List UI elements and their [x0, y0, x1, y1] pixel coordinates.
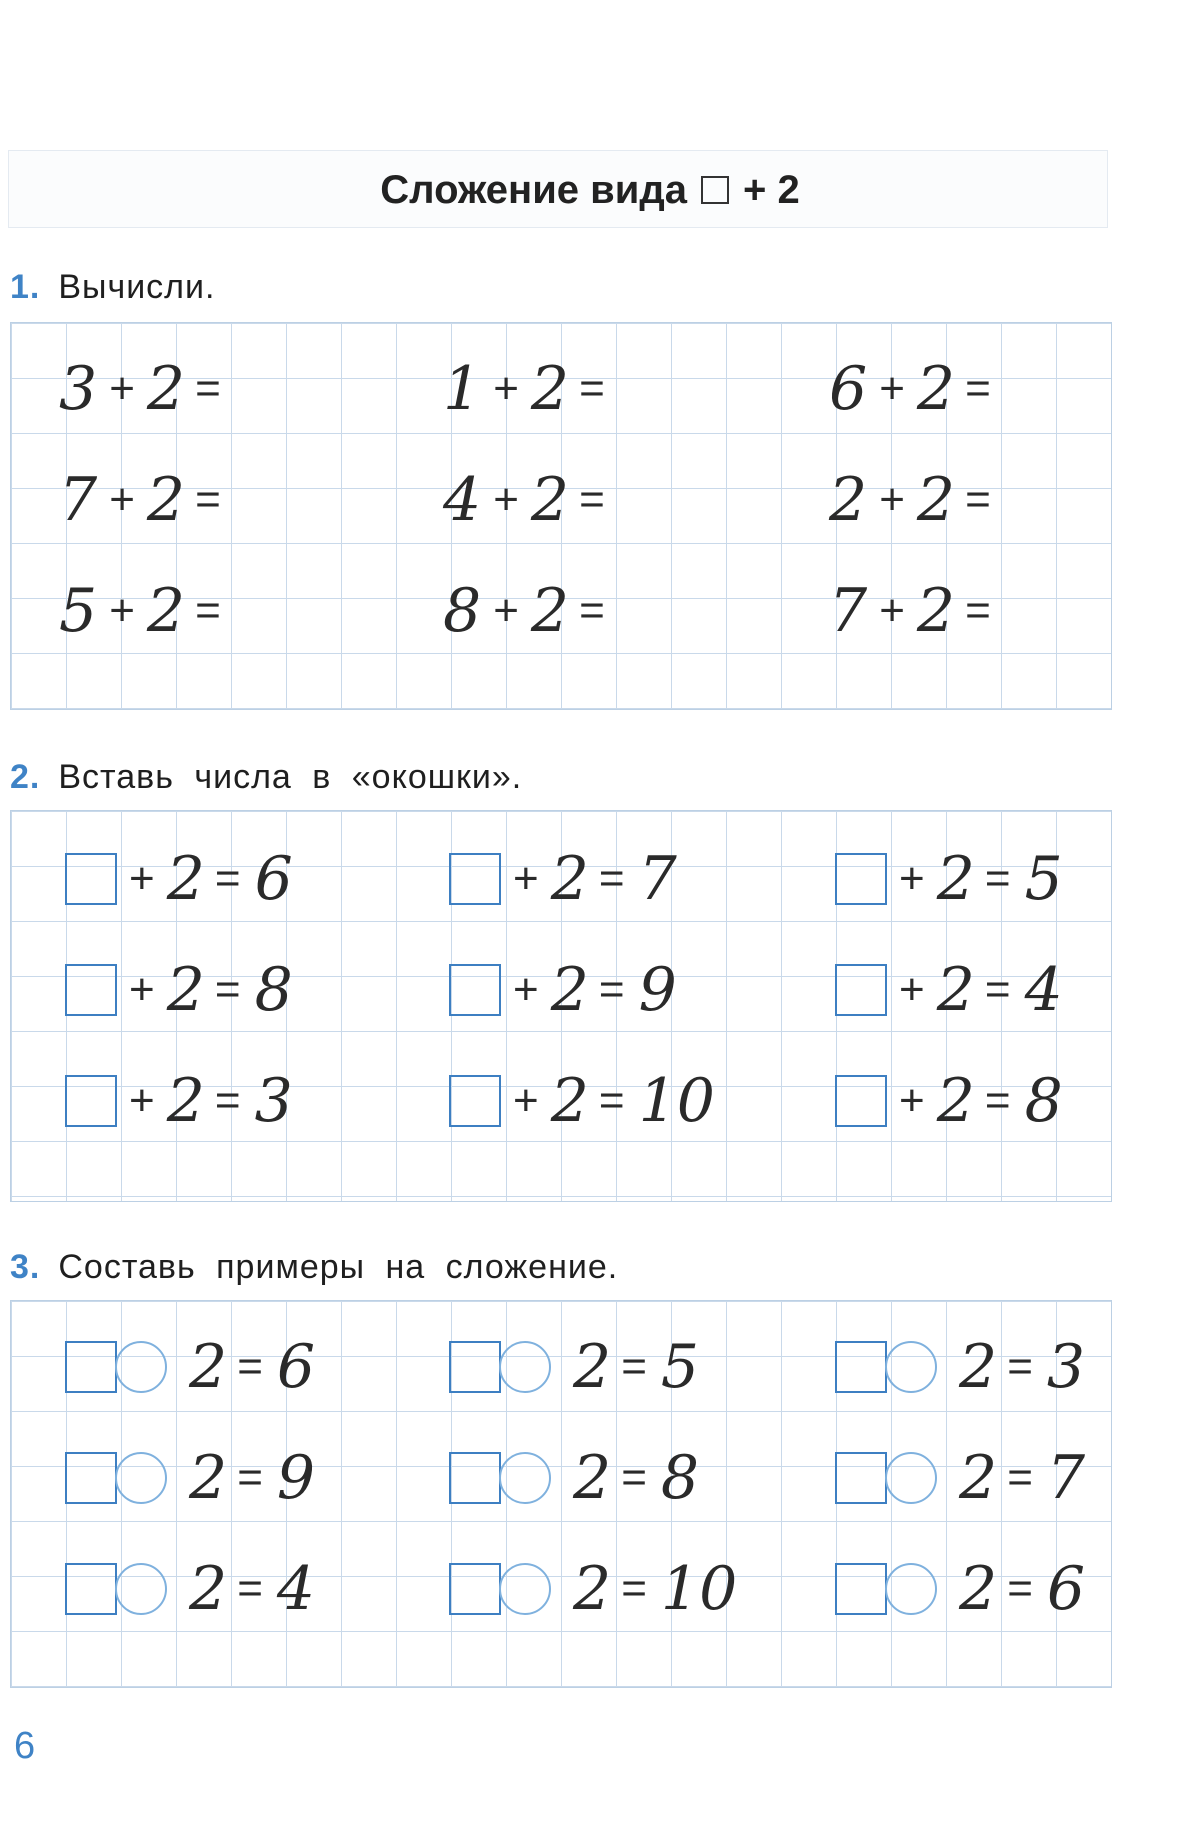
equals-sign: =	[598, 1076, 625, 1125]
task-instruction: Составь примеры на сложение.	[58, 1247, 619, 1286]
addend-b: 2	[573, 1443, 612, 1513]
addend-b: 2	[550, 1066, 589, 1136]
result: 8	[254, 955, 293, 1025]
equation	[65, 1327, 315, 1407]
equation	[449, 950, 677, 1030]
empty-box-symbol	[701, 176, 729, 204]
addend-b: 2	[189, 1443, 228, 1513]
equals-sign: =	[579, 475, 605, 524]
addend-b: 2	[530, 465, 570, 535]
answer-box[interactable]	[65, 853, 117, 905]
task-instruction: Вставь числа в «окошки».	[58, 757, 523, 796]
answer-box[interactable]	[449, 1075, 501, 1127]
sign-circle[interactable]	[885, 1341, 937, 1393]
plus-sign: +	[513, 1076, 539, 1125]
answer-blank[interactable]	[235, 470, 295, 530]
addend-b: 2	[959, 1554, 998, 1624]
equals-sign: =	[579, 586, 605, 635]
answer-box[interactable]	[835, 1341, 887, 1393]
addend-b: 2	[573, 1554, 612, 1624]
addend-b: 2	[189, 1554, 228, 1624]
plus-sign: +	[879, 364, 905, 413]
answer-box[interactable]	[835, 964, 887, 1016]
addend-b: 2	[166, 955, 205, 1025]
equals-sign: =	[1007, 1453, 1033, 1502]
equation	[59, 571, 295, 651]
addend-b: 2	[166, 1066, 205, 1136]
result: 4	[276, 1554, 316, 1624]
equation	[835, 1327, 1085, 1407]
equation	[829, 349, 1065, 429]
equation	[449, 1061, 715, 1141]
answer-box[interactable]	[65, 1341, 117, 1393]
task-1-grid	[10, 322, 1112, 710]
plus-sign: +	[899, 1076, 925, 1125]
task-number: 1.	[10, 267, 41, 306]
title-suffix: + 2	[742, 167, 800, 212]
task-3-grid	[10, 1300, 1112, 1688]
answer-blank[interactable]	[1005, 359, 1065, 419]
equation	[449, 839, 677, 919]
addend-a: 1	[443, 354, 482, 424]
equals-sign: =	[214, 965, 241, 1014]
addend-b: 2	[916, 576, 956, 646]
equals-sign: =	[195, 475, 221, 524]
sign-circle[interactable]	[885, 1452, 937, 1504]
equation	[829, 571, 1065, 651]
plus-sign: +	[109, 586, 135, 635]
addend-a: 5	[59, 576, 98, 646]
plus-sign: +	[493, 364, 519, 413]
equals-sign: =	[621, 1564, 647, 1613]
equals-sign: =	[965, 475, 991, 524]
addend-b: 2	[959, 1332, 998, 1402]
answer-blank[interactable]	[619, 470, 679, 530]
answer-box[interactable]	[65, 964, 117, 1016]
equation	[835, 1438, 1085, 1518]
task-number: 3.	[10, 1247, 41, 1286]
equation	[449, 1549, 737, 1629]
result: 9	[638, 955, 677, 1025]
equation	[65, 1549, 315, 1629]
equals-sign: =	[984, 1076, 1011, 1125]
addend-b: 2	[936, 1066, 975, 1136]
addend-b: 2	[573, 1332, 612, 1402]
addend-b: 2	[146, 354, 186, 424]
addend-a: 7	[829, 576, 868, 646]
equals-sign: =	[965, 364, 991, 413]
result: 7	[638, 844, 677, 914]
addend-b: 2	[189, 1332, 228, 1402]
plus-sign: +	[899, 854, 925, 903]
addend-a: 3	[59, 354, 98, 424]
equals-sign: =	[984, 854, 1011, 903]
answer-blank[interactable]	[235, 359, 295, 419]
addend-a: 8	[443, 576, 482, 646]
sign-circle[interactable]	[115, 1452, 167, 1504]
addend-b: 2	[550, 955, 589, 1025]
sign-circle[interactable]	[499, 1341, 551, 1393]
answer-box[interactable]	[835, 1452, 887, 1504]
answer-blank[interactable]	[619, 359, 679, 419]
equals-sign: =	[195, 364, 221, 413]
answer-box[interactable]	[449, 853, 501, 905]
equals-sign: =	[214, 854, 241, 903]
result: 8	[660, 1443, 700, 1513]
equation	[65, 839, 293, 919]
answer-box[interactable]	[449, 1563, 501, 1615]
addend-b: 2	[916, 354, 956, 424]
result: 6	[276, 1332, 316, 1402]
page-title	[0, 160, 1180, 220]
addend-b: 2	[530, 354, 570, 424]
result: 6	[1046, 1554, 1086, 1624]
answer-blank[interactable]	[1005, 581, 1065, 641]
plus-sign: +	[899, 965, 925, 1014]
result: 6	[254, 844, 293, 914]
equals-sign: =	[214, 1076, 241, 1125]
plus-sign: +	[109, 475, 135, 524]
addend-b: 2	[936, 844, 975, 914]
answer-box[interactable]	[835, 1563, 887, 1615]
result: 7	[1046, 1443, 1086, 1513]
equation	[835, 839, 1063, 919]
sign-circle[interactable]	[499, 1452, 551, 1504]
answer-box[interactable]	[449, 1341, 501, 1393]
equation	[59, 349, 295, 429]
plus-sign: +	[513, 854, 539, 903]
equation	[443, 349, 679, 429]
sign-circle[interactable]	[885, 1563, 937, 1615]
equation	[835, 1061, 1063, 1141]
addend-b: 2	[550, 844, 589, 914]
equals-sign: =	[1007, 1342, 1033, 1391]
equation	[835, 1549, 1085, 1629]
equation	[59, 460, 295, 540]
task-number: 2.	[10, 757, 41, 796]
plus-sign: +	[109, 364, 135, 413]
equals-sign: =	[621, 1453, 647, 1502]
result: 4	[1024, 955, 1063, 1025]
answer-box[interactable]	[65, 1452, 117, 1504]
addend-a: 7	[59, 465, 98, 535]
addend-a: 2	[829, 465, 868, 535]
result: 5	[1024, 844, 1063, 914]
sign-circle[interactable]	[115, 1563, 167, 1615]
answer-blank[interactable]	[619, 581, 679, 641]
equals-sign: =	[237, 1342, 263, 1391]
equation	[65, 1061, 293, 1141]
page-number: 6	[14, 1725, 36, 1767]
equation	[443, 571, 679, 651]
equals-sign: =	[965, 586, 991, 635]
addend-b: 2	[936, 955, 975, 1025]
equals-sign: =	[598, 965, 625, 1014]
answer-blank[interactable]	[235, 581, 295, 641]
task-3-heading	[10, 1242, 618, 1292]
equation	[65, 1438, 315, 1518]
equals-sign: =	[195, 586, 221, 635]
plus-sign: +	[129, 854, 155, 903]
addend-b: 2	[530, 576, 570, 646]
result: 10	[638, 1066, 715, 1136]
result: 9	[276, 1443, 316, 1513]
addend-a: 6	[829, 354, 868, 424]
addend-b: 2	[959, 1443, 998, 1513]
answer-box[interactable]	[65, 1563, 117, 1615]
task-2-grid	[10, 810, 1112, 1202]
task-instruction: Вычисли.	[58, 267, 216, 306]
answer-blank[interactable]	[1005, 470, 1065, 530]
equation	[65, 950, 293, 1030]
result: 3	[1046, 1332, 1086, 1402]
equals-sign: =	[621, 1342, 647, 1391]
sign-circle[interactable]	[499, 1563, 551, 1615]
answer-box[interactable]	[835, 1075, 887, 1127]
sign-circle[interactable]	[115, 1341, 167, 1393]
equals-sign: =	[579, 364, 605, 413]
answer-box[interactable]	[449, 1452, 501, 1504]
answer-box[interactable]	[835, 853, 887, 905]
equation	[443, 460, 679, 540]
addend-b: 2	[146, 576, 186, 646]
addend-a: 4	[443, 465, 482, 535]
equals-sign: =	[984, 965, 1011, 1014]
answer-box[interactable]	[449, 964, 501, 1016]
equation	[835, 950, 1063, 1030]
result: 8	[1024, 1066, 1063, 1136]
result: 5	[660, 1332, 700, 1402]
equals-sign: =	[237, 1564, 263, 1613]
plus-sign: +	[879, 475, 905, 524]
equals-sign: =	[598, 854, 625, 903]
plus-sign: +	[879, 586, 905, 635]
equation	[449, 1438, 699, 1518]
result: 10	[660, 1554, 738, 1624]
equals-sign: =	[1007, 1564, 1033, 1613]
plus-sign: +	[493, 475, 519, 524]
task-1-heading	[10, 262, 215, 312]
plus-sign: +	[129, 1076, 155, 1125]
addend-b: 2	[146, 465, 186, 535]
plus-sign: +	[493, 586, 519, 635]
equation	[829, 460, 1065, 540]
task-2-heading	[10, 752, 522, 802]
plus-sign: +	[129, 965, 155, 1014]
result: 3	[254, 1066, 293, 1136]
addend-b: 2	[916, 465, 956, 535]
addend-b: 2	[166, 844, 205, 914]
plus-sign: +	[513, 965, 539, 1014]
equation	[449, 1327, 699, 1407]
equals-sign: =	[237, 1453, 263, 1502]
answer-box[interactable]	[65, 1075, 117, 1127]
title-text: Сложение вида	[380, 167, 687, 212]
